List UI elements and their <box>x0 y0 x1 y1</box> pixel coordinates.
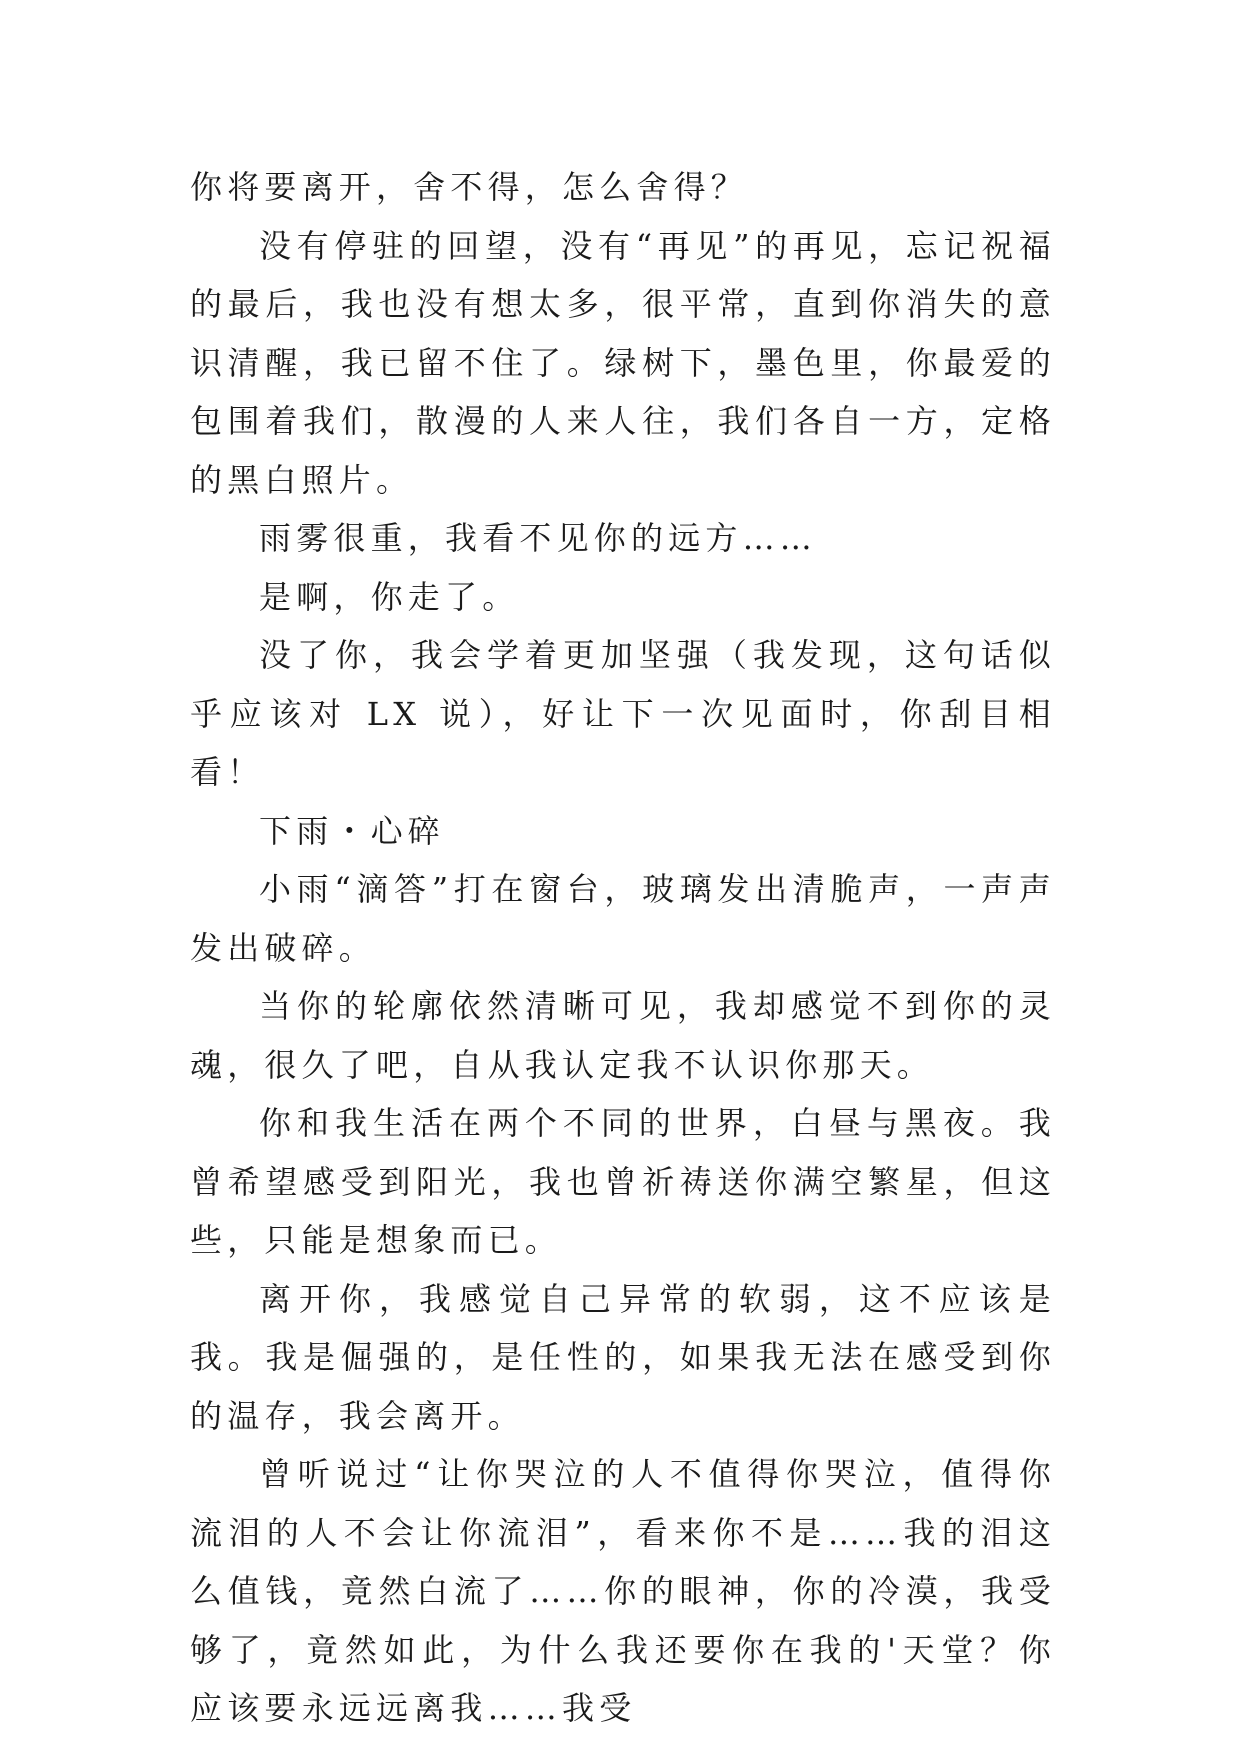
paragraph-stronger: 没了你，我会学着更加坚强（我发现，这句话似乎应该对 LX 说），好让下一次见面时，你刮目相看！ <box>190 636 1056 791</box>
text-column <box>190 158 1056 1738</box>
paragraph-leaving: 离开你，我感觉自己异常的软弱，这不应该是我。我是倔强的，是任性的，如果我无法在感受到你的温存，我会离开。 <box>190 1279 1056 1435</box>
paragraph-fog: 雨雾很重，我看不见你的远方…… <box>259 519 818 557</box>
paragraph-outline: 当你的轮廓依然清晰可见，我却感觉不到你的灵魂，很久了吧，自从我认定我不认识你那天。 <box>190 987 1056 1084</box>
paragraph-two-worlds: 你和我生活在两个不同的世界，白昼与黑夜。我曾希望感受到阳光，我也曾祈祷送你满空繁星，但这些，只能是想象而已。 <box>190 1104 1056 1259</box>
paragraph-no-farewell: 没有停驻的回望，没有“再见”的再见，忘记祝福的最后，我也没有想太多，很平常，直到你消失的意识清醒，我已留不住了。绿树下，墨色里，你最爱的包围着我们，散漫的人来人往，我们各自一方，定格的黑白照片。 <box>190 226 1056 499</box>
paragraph-opening: 你将要离开，舍不得，怎么舍得？ <box>190 168 749 206</box>
paragraph-rain: 小雨“滴答”打在窗台，玻璃发出清脆声，一声声发出破碎。 <box>190 870 1056 967</box>
paragraph-tears: 曾听说过“让你哭泣的人不值得你哭泣，值得你流泪的人不会让你流泪”，看来你不是……我的泪这么值钱，竟然白流了……你的眼神，你的冷漠，我受够了，竟然如此，为什么我还要你在我的'天堂？你应该要永远远离我……我受 <box>190 1455 1056 1727</box>
paragraph-you-left: 是啊，你走了。 <box>259 577 520 616</box>
section-heading: 下雨・心碎 <box>259 811 446 850</box>
